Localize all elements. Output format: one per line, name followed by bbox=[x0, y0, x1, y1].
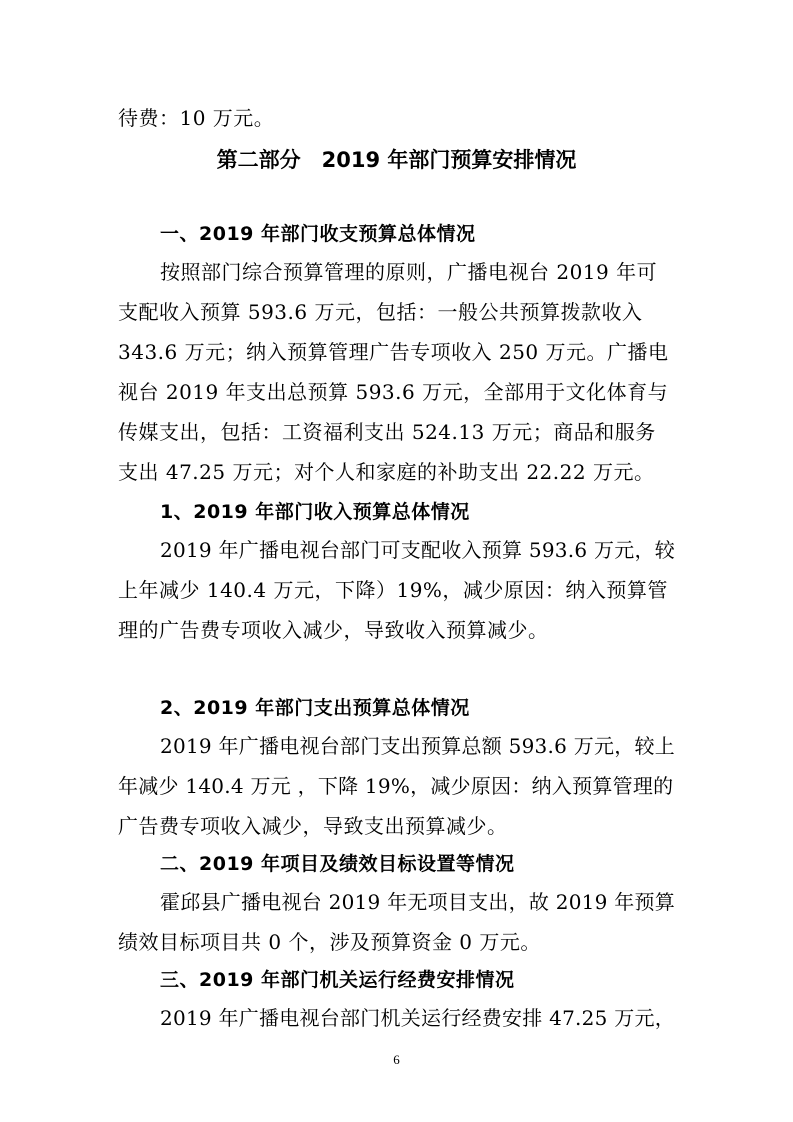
paragraph-line: 待费：10 万元。 bbox=[118, 106, 275, 130]
paragraph-line: 2019 年广播电视台部门可支配收入预算 593.6 万元，较 bbox=[160, 538, 675, 562]
section-heading: 一、2019 年部门收支预算总体情况 bbox=[160, 223, 476, 245]
paragraph-line: 视台 2019 年支出总预算 593.6 万元，全部用于文化体育与 bbox=[118, 380, 669, 404]
paragraph-line: 2019 年广播电视台部门支出预算总额 593.6 万元，较上 bbox=[160, 734, 675, 758]
paragraph-line: 支配收入预算 593.6 万元，包括：一般公共预算拨款收入 bbox=[118, 300, 643, 324]
paragraph-line: 传媒支出，包括：工资福利支出 524.13 万元；商品和服务 bbox=[118, 420, 656, 444]
paragraph-line: 广告费专项收入减少，导致支出预算减少。 bbox=[118, 814, 508, 838]
paragraph-line: 按照部门综合预算管理的原则，广播电视台 2019 年可 bbox=[160, 260, 658, 284]
section-heading: 二、2019 年项目及绩效目标设置等情况 bbox=[160, 853, 515, 875]
subsection-heading: 2、2019 年部门支出预算总体情况 bbox=[160, 697, 470, 719]
section-heading: 三、2019 年部门机关运行经费安排情况 bbox=[160, 969, 515, 991]
page-number: 6 bbox=[393, 1052, 400, 1067]
subsection-heading: 1、2019 年部门收入预算总体情况 bbox=[160, 501, 470, 523]
paragraph-line: 绩效目标项目共 0 个，涉及预算资金 0 万元。 bbox=[118, 930, 541, 954]
paragraph-line: 年减少 140.4 万元 ，下降 19%，减少原因：纳入预算管理的 bbox=[118, 774, 674, 798]
paragraph-line: 上年减少 140.4 万元，下降）19%，减少原因：纳入预算管 bbox=[118, 578, 668, 602]
paragraph-line: 支出 47.25 万元；对个人和家庭的补助支出 22.22 万元。 bbox=[118, 460, 655, 484]
paragraph-line: 2019 年广播电视台部门机关运行经费安排 47.25 万元， bbox=[160, 1006, 675, 1030]
paragraph-line: 343.6 万元；纳入预算管理广告专项收入 250 万元。广播电 bbox=[118, 340, 669, 364]
paragraph-line: 霍邱县广播电视台 2019 年无项目支出，故 2019 年预算 bbox=[160, 890, 675, 914]
paragraph-line: 理的广告费专项收入减少，导致收入预算减少。 bbox=[118, 618, 549, 642]
part-title: 第二部分 2019 年部门预算安排情况 bbox=[216, 148, 577, 172]
